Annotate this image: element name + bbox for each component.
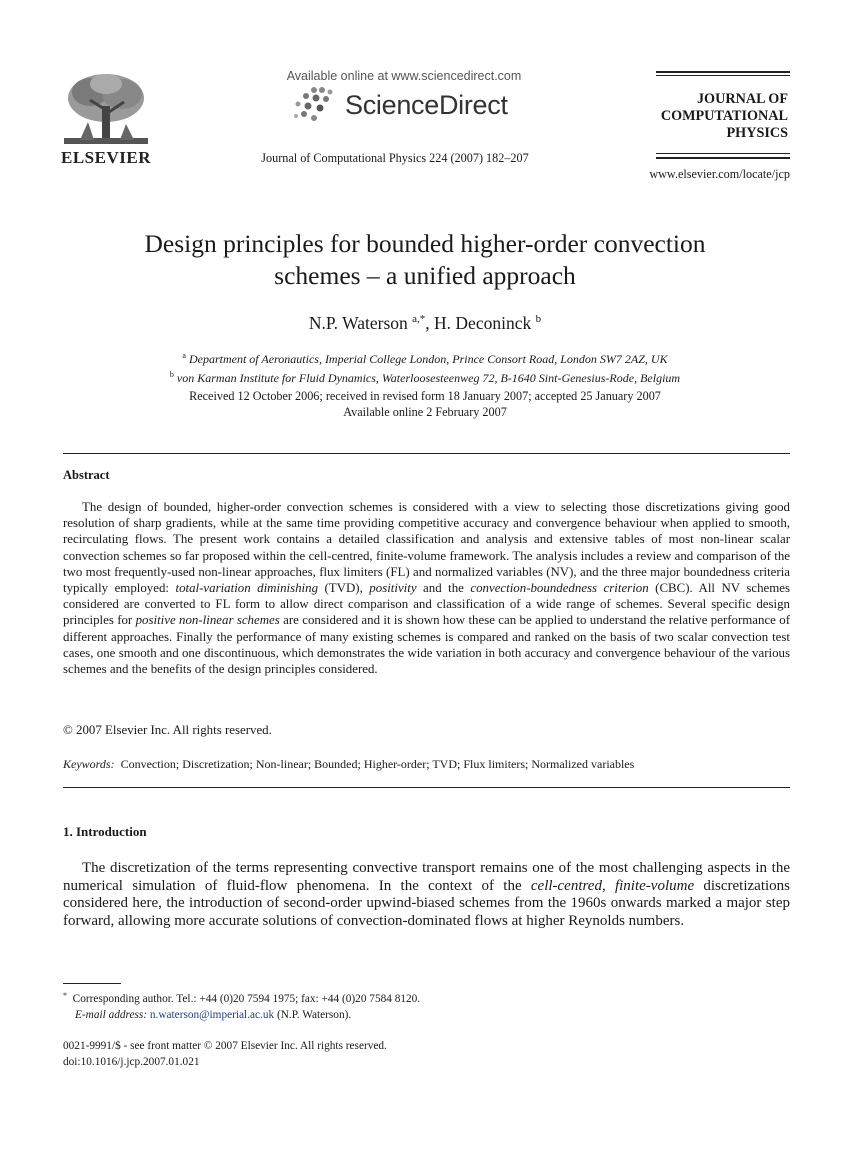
section-divider (63, 453, 790, 454)
intro-emphasis: cell-centred (530, 877, 602, 894)
journal-rule-top (656, 71, 790, 73)
footnote-divider (63, 983, 121, 984)
abstract-heading: Abstract (63, 468, 110, 482)
publication-dates (60, 388, 790, 420)
journal-rule-bottom-thin (656, 153, 790, 154)
author-list (60, 313, 790, 334)
sciencedirect-dots-icon (290, 86, 342, 126)
footnote-text: Corresponding author. Tel.: +44 (0)20 7594 1975; fax: +44 (0)20 7584 8120. (72, 993, 421, 1005)
abstract-span: The design of bounded, higher-order convection schemes is considered with a view to selecting those discretizations giving good resolution of sharp gradients, while at the same time providing competitive accuracy and convergence behaviour when applied to smooth, recirculating flows. The present work contains a detailed classification and analysis and extensive tables of most non-linear scalar convection schemes so far proposed within the cell-centred, finite-volume framework. The analysis includes a review and comparison of the two most frequently-used non-linear approaches, flux limiters (FL) and normalized variables (NV), and the three major boundedness criteria typically employed: (63, 500, 790, 596)
author-separator: , (425, 313, 435, 333)
affiliation-mark: a (182, 351, 186, 360)
abstract-text (63, 499, 790, 677)
intro-span: , (601, 877, 615, 894)
keywords (63, 757, 790, 772)
sciencedirect-logo (290, 86, 540, 126)
keywords-list: Convection; Discretization; Non-linear; Bounded; Higher-order; TVD; Flux limiters; Normalized variables (120, 757, 635, 771)
abstract-span: (TVD), (318, 581, 370, 596)
author-affiliation-mark: b (535, 313, 542, 325)
elsevier-tree-icon (60, 70, 152, 148)
affiliations (60, 348, 790, 386)
affiliation-a (60, 348, 790, 367)
footnote-mark: * (63, 991, 67, 1000)
affiliation-text: von Karman Institute for Fluid Dynamics, Waterloosesteenweg 72, B-1640 Sint-Genesius-Rode, Belgium (176, 371, 681, 385)
email-label: E-mail address: (75, 1008, 148, 1021)
email-link[interactable]: n.waterson@imperial.ac.uk (149, 1008, 275, 1021)
abstract-paragraph (63, 499, 790, 677)
abstract-span: are considered and it is shown how these can be applied to understand the relative performance of different approaches. Finally the performance of many existing schemes is compared and ranked on the basis of two scalar convection test cases, one smooth and one discontinuous, which demonstrates the wide variation in both accuracy and convergence behaviour of the various schemes and the benefits of the design principles considered. (63, 613, 791, 677)
elsevier-wordmark: ELSEVIER (61, 148, 151, 167)
affiliation-mark: b (169, 370, 174, 379)
doi-line: doi:10.1016/j.jcp.2007.01.021 (63, 1055, 200, 1068)
abstract-emphasis: total-variation diminishing (175, 581, 319, 596)
abstract-span: and the (416, 581, 471, 596)
journal-title (640, 91, 788, 142)
abstract-copyright: © 2007 Elsevier Inc. All rights reserved. (63, 723, 272, 737)
footnote (63, 988, 790, 1023)
sciencedirect-wordmark: ScienceDirect (345, 90, 508, 120)
author-name: H. Deconinck (434, 313, 532, 333)
affiliation-text: Department of Aeronautics, Imperial College London, Prince Consort Road, London SW7 2AZ, UK (188, 352, 668, 366)
journal-title-line: PHYSICS (726, 125, 788, 141)
abstract-emphasis: positive non-linear schemes (135, 613, 280, 628)
paper-title (60, 228, 790, 292)
available-date: Available online 2 February 2007 (343, 405, 507, 419)
affiliation-b (60, 367, 790, 386)
journal-rule-bottom (656, 157, 790, 159)
email-owner: (N.P. Waterson). (277, 1008, 352, 1021)
intro-emphasis: finite-volume (614, 877, 695, 894)
section-divider (63, 787, 790, 788)
journal-title-line: JOURNAL OF (696, 91, 788, 107)
abstract-span: (CBC). All NV schemes considered are converted to FL form to allow direct comparison and classification of a wide range of schemes. Several specific design principles for (63, 581, 790, 628)
intro-span: The discretization of the terms representing convective transport remains one of the most challenging aspects in the numerical simulation of fluid-flow phenomena. In the context of the (63, 860, 790, 894)
intro-span: discretizations considered here, the introduction of second-order upwind-biased schemes from the 1960s onwards marked a major step forward, allowing more accurate solutions of convection-dominated flows at higher Reynolds numbers. (63, 877, 791, 930)
abstract-emphasis: positivity (369, 581, 417, 596)
author-name: N.P. Waterson (308, 313, 408, 333)
email-note (63, 1008, 790, 1024)
introduction-paragraph (63, 860, 790, 931)
paper-title-line: schemes – a unified approach (274, 261, 576, 290)
corresponding-author-note (63, 988, 790, 1008)
keywords-label: Keywords: (63, 757, 115, 771)
journal-citation: Journal of Computational Physics 224 (2007) 182–207 (261, 151, 529, 165)
journal-title-line: COMPUTATIONAL (660, 108, 788, 124)
introduction-text (63, 860, 790, 931)
section-heading: 1. Introduction (63, 824, 147, 839)
front-matter (63, 1039, 387, 1070)
elsevier-logo (60, 70, 152, 166)
sciencedirect-availability: Available online at www.sciencedirect.com (286, 69, 522, 83)
author-affiliation-mark: a,* (412, 313, 426, 325)
received-dates: Received 12 October 2006; received in revised form 18 January 2007; accepted 25 January 2007 (189, 389, 661, 403)
journal-url-link[interactable]: www.elsevier.com/locate/jcp (649, 167, 790, 181)
paper-title-line: Design principles for bounded higher-order convection (144, 229, 706, 258)
abstract-emphasis: convection-boundedness criterion (470, 581, 649, 596)
journal-rule-top-thin (656, 75, 790, 76)
issn-line: 0021-9991/$ - see front matter © 2007 Elsevier Inc. All rights reserved. (63, 1040, 387, 1052)
